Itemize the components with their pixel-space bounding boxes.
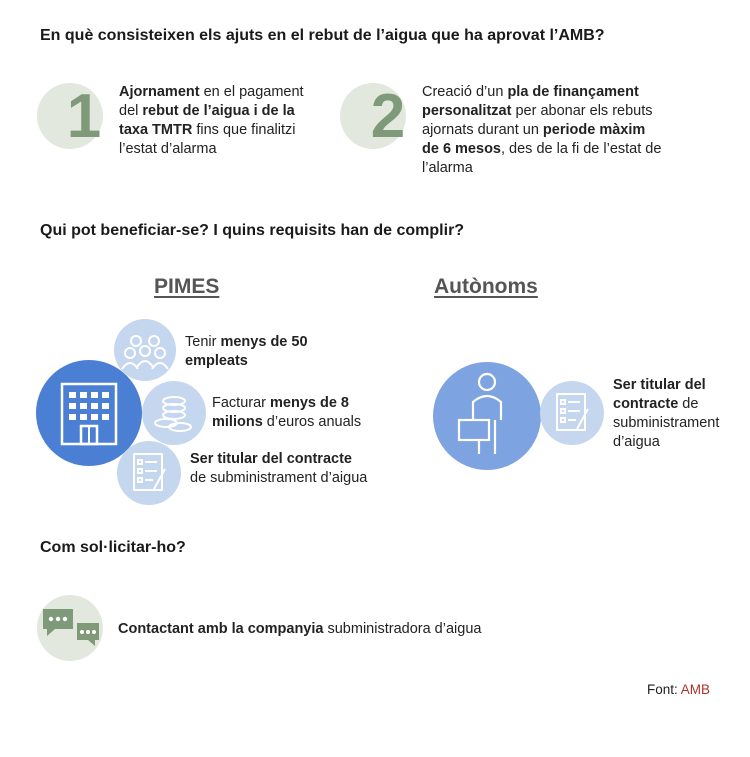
text-run: subministradora d’aigua — [323, 621, 482, 637]
aid-2-number: 2 — [370, 82, 406, 151]
pimes-req-1 — [185, 333, 310, 371]
person-circle — [433, 362, 541, 470]
chat-bubbles-icon — [37, 595, 103, 661]
autonoms-req-1 — [613, 376, 733, 452]
person-laptop-icon — [433, 362, 541, 470]
text-run: en el pagament del — [119, 84, 304, 119]
text-run: Ser titular del contracte — [613, 377, 706, 412]
text-run: Tenir — [185, 334, 221, 350]
text-run: periode màxim de 6 mesos — [422, 122, 646, 157]
pimes-req-2 — [212, 394, 387, 432]
contract-icon — [540, 381, 604, 445]
aid-1-text — [119, 83, 309, 159]
who-heading: Qui pot beneficiar-se? I quins requisits han de complir? — [40, 222, 465, 239]
main-heading: En què consisteixen els ajuts en el rebut de l’aigua que ha aprovat l’AMB? — [40, 27, 605, 44]
text-run: pla de finançament personalitzat — [422, 84, 639, 119]
text-run: Creació d’un — [422, 84, 508, 100]
coins-circle — [142, 381, 206, 445]
text-run: , des de la fi de l’estat de l’alarma — [422, 141, 662, 176]
autonoms-title: Autònoms — [434, 275, 538, 298]
pimes-req-3 — [190, 450, 370, 488]
text-run: menys de 50 empleats — [185, 334, 308, 369]
source-label: Font: — [646, 682, 678, 697]
text-run: de subministrament d’aigua — [190, 470, 368, 486]
pimes-title: PIMES — [154, 275, 220, 298]
text-run: Ajornament — [119, 84, 200, 100]
text-run: de subministrament d’aigua — [613, 396, 720, 450]
coins-icon — [142, 381, 206, 445]
source-credit — [647, 682, 710, 697]
text-run: d’euros anuals — [262, 414, 362, 430]
chat-circle — [37, 595, 103, 661]
aid-2-text — [422, 83, 662, 178]
text-run: Contactant amb la companyia — [118, 621, 324, 637]
text-run: per abonar els rebuts ajornats durant un — [422, 103, 653, 138]
how-text — [118, 620, 538, 639]
contract-icon — [117, 441, 181, 505]
aid-1-number: 1 — [66, 82, 102, 151]
contract-circle-autonoms — [540, 381, 604, 445]
how-heading: Com sol·licitar-ho? — [40, 539, 186, 556]
source-name: AMB — [680, 682, 710, 697]
text-run: Facturar — [212, 395, 271, 411]
text-run: Ser titular del contracte — [190, 451, 352, 467]
text-run: menys de 8 milions — [212, 395, 350, 430]
contract-circle-pimes — [117, 441, 181, 505]
text-run: fins que finalitzi l’estat d’alarma — [119, 122, 296, 157]
text-run: rebut de l’aigua i de la taxa TMTR — [119, 103, 295, 138]
